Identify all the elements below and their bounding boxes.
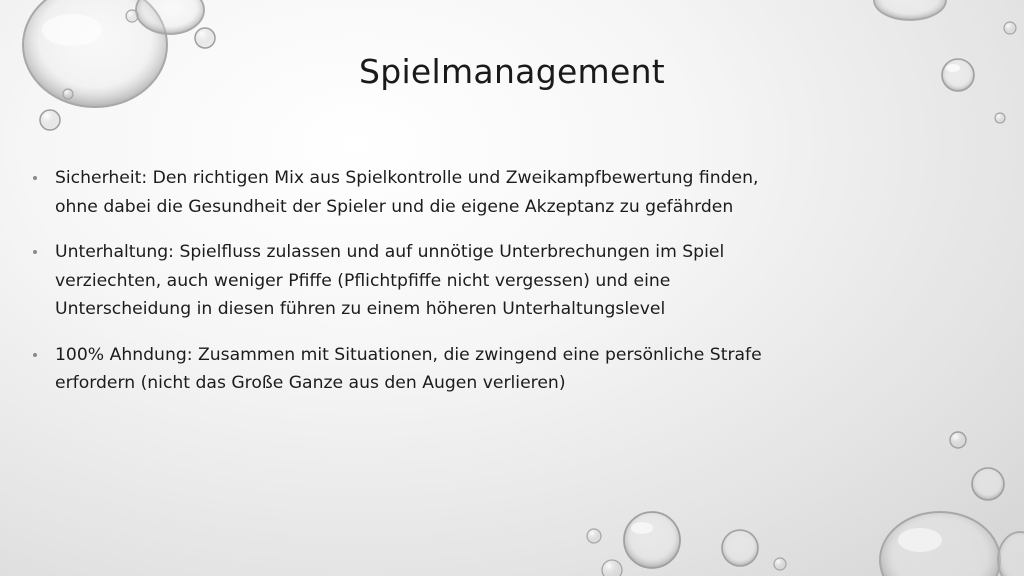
bullet-item-ahndung <box>33 341 773 398</box>
bullet-item-unterhaltung <box>33 238 773 324</box>
droplet-bottom-center-medium <box>722 530 758 566</box>
droplet-top-right-large <box>874 0 946 20</box>
bullet-line: ohne dabei die Gesundheit der Spieler und die eigene Akzeptanz zu gefährden <box>55 196 734 217</box>
bullet-line: Unterhaltung: Spielfluss zulassen und auf unnötige Unterbrechungen im Spiel <box>55 242 725 262</box>
droplet-bottom-center-large <box>624 512 680 568</box>
droplet-bottom-right-small <box>950 432 1004 500</box>
bullet-line: Unterscheidung in diesen führen zu einem höheren Unterhaltungslevel <box>55 299 666 319</box>
bullet-line: 100% Ahndung: Zusammen mit Situationen, die zwingend eine persönliche Strafe <box>55 344 762 365</box>
bullet-dot-icon <box>33 250 37 254</box>
bullet-line: Sicherheit: Den richtigen Mix aus Spielkontrolle und Zweikampfbewertung finden, <box>55 168 759 188</box>
bullet-list <box>33 164 773 415</box>
bullet-dot-icon <box>33 176 37 180</box>
bullet-line: verziechten, auch weniger Pfiffe (Pflichtpfiffe nicht vergessen) und eine <box>55 270 671 291</box>
droplet-bottom-right-edge <box>998 532 1024 576</box>
droplet-top-left-small <box>195 28 215 48</box>
bullet-item-sicherheit <box>33 164 773 221</box>
droplet-bottom-right-large <box>880 512 1000 576</box>
slide-title: Spielmanagement <box>358 52 666 91</box>
bullet-line: erfordern (nicht das Große Ganze aus den Augen verlieren) <box>55 373 566 393</box>
bullet-dot-icon <box>33 353 37 357</box>
